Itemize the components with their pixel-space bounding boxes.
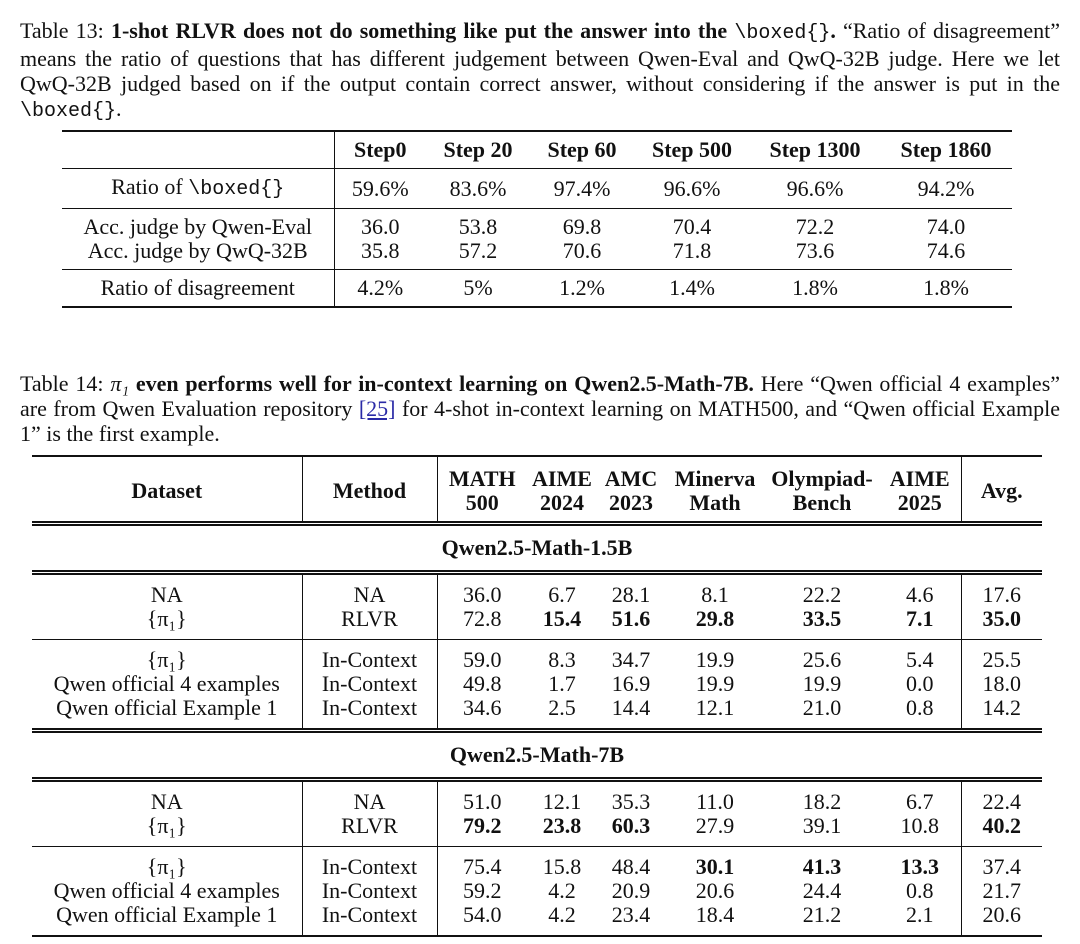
score-cell: 0.0 [879,672,961,696]
table-cell: 72.2 [795,214,835,239]
table-row [32,814,1042,847]
score-cell: 17.6 [982,582,1021,607]
column-header-line: 2024 [540,490,584,515]
score-cell: 0.8 [879,879,961,903]
caption-code: \boxed{} [734,22,831,45]
score-cell: 5.4 [879,640,961,673]
table-row [32,640,1042,673]
header-row [32,456,1042,524]
column-header [961,456,1042,524]
table-cell: 94.2% [880,169,1012,209]
score-cell: 12.1 [665,696,765,731]
table-row [62,270,1012,308]
table-row [62,169,1012,209]
score-cell: 28.1 [611,582,651,607]
score-cell: 16.9 [611,671,651,696]
score-cell: 34.7 [611,647,651,672]
table-cell: 73.6 [750,239,880,270]
table-row [62,239,1012,270]
score-cell: 8.3 [548,647,576,672]
column-header-line: AMC [604,466,658,491]
column-header: Step 1860 [880,131,1012,169]
method-cell: In-Context [302,879,437,903]
score-cell: 19.9 [695,647,735,672]
score-cell: 75.4 [463,854,502,879]
column-header-line: Olympiad- [771,466,873,491]
table-cell: 57.2 [426,239,530,270]
method-cell: In-Context [302,672,437,696]
score-cell: 51.0 [463,789,502,814]
section-title: Qwen2.5-Math-1.5B [32,524,1042,573]
score-cell: 19.9 [695,671,735,696]
table-row [32,607,1042,640]
method-cell: NA [302,780,437,815]
table13 [62,130,1012,308]
score-cell: 23.4 [611,902,651,927]
header-row [62,131,1012,169]
column-header [765,456,879,524]
score-cell: 23.8 [527,814,597,847]
method-cell: In-Context [302,847,437,880]
column-header-line: 500 [465,490,499,515]
dataset-cell: Qwen official Example 1 [32,696,302,731]
score-cell: 51.6 [597,607,665,640]
score-cell: 12.1 [542,789,582,814]
table-cell: 74.6 [880,239,1012,270]
table-cell: 4.2% [357,275,404,300]
method-cell: RLVR [302,607,437,640]
score-cell: 59.2 [463,878,502,903]
caption-text: for 4-shot in-context learning on MATH500, and “Qwen official Example 1” is the first example. [20,396,1060,446]
score-cell: 18.2 [802,789,842,814]
row-label-text: Ratio of [111,174,189,199]
table-cell: 69.8 [562,214,602,239]
column-header-line: 2023 [609,490,653,515]
table-row [32,573,1042,608]
row-label: Ratio of disagreement [62,270,334,308]
score-cell: 79.2 [437,814,527,847]
table-cell: 70.4 [672,214,712,239]
method-cell: RLVR [302,814,437,847]
column-header: Step 500 [634,131,750,169]
table-cell: 53.8 [458,214,498,239]
score-cell: 25.5 [982,647,1021,672]
boxed-code: \boxed{} [188,178,285,201]
table-cell: 96.6% [634,169,750,209]
score-cell: 59.0 [463,647,502,672]
score-cell: 4.2 [548,878,576,903]
score-cell: 20.9 [611,878,651,903]
score-cell: 30.1 [695,854,735,879]
method-cell: In-Context [302,903,437,936]
dataset-cell: Qwen official 4 examples [32,672,302,696]
dataset-cell: {π₁} [32,640,302,673]
score-cell: 6.7 [879,780,961,815]
score-cell: 10.8 [879,814,961,847]
score-cell: 49.8 [463,671,502,696]
caption-label: Table 14: [20,371,104,396]
column-header-line: Bench [792,490,852,515]
caption-math: π₁ [110,371,129,396]
method-cell: NA [302,573,437,608]
table-cell: 1.8% [792,275,838,300]
dataset-cell: NA [32,573,302,608]
score-cell: 36.0 [463,582,502,607]
table-cell: 74.0 [926,214,966,239]
score-cell: 54.0 [463,902,502,927]
column-header-line: MATH [448,466,516,491]
column-header-line: Minerva [674,466,756,491]
column-header: Step 1300 [750,131,880,169]
table-row [62,209,1012,240]
score-cell: 0.8 [879,696,961,731]
table13-caption [20,18,1060,124]
row-label: Acc. judge by QwQ-32B [62,239,334,270]
section-header-row [32,731,1042,780]
score-cell: 1.7 [548,671,576,696]
score-cell: 41.3 [802,854,842,879]
dataset-cell: Qwen official Example 1 [32,903,302,936]
row-label: Acc. judge by Qwen-Eval [62,209,334,240]
column-header-line: Avg. [980,478,1023,503]
column-header [597,456,665,524]
dataset-cell: {π₁} [32,814,302,847]
score-cell: 21.7 [982,878,1021,903]
table-cell: 1.2% [559,275,605,300]
score-cell: 6.7 [548,582,576,607]
table-cell: 96.6% [750,169,880,209]
score-cell: 18.0 [982,671,1021,696]
table-cell: 71.8 [634,239,750,270]
table14 [32,455,1042,937]
score-cell: 72.8 [437,607,527,640]
section-title: Qwen2.5-Math-7B [32,731,1042,780]
method-cell: In-Context [302,696,437,731]
score-cell: 35.0 [961,607,1042,640]
score-cell: 25.6 [802,647,842,672]
score-cell: 37.4 [982,854,1021,879]
table-cell: 59.6% [334,169,426,209]
score-cell: 40.2 [961,814,1042,847]
score-cell: 15.8 [542,854,582,879]
caption-code: \boxed{} [20,100,117,123]
score-cell: 21.2 [802,902,842,927]
dataset-cell: NA [32,780,302,815]
citation-link[interactable]: [25] [358,396,396,421]
column-header-line: AIME [889,466,950,491]
score-cell: 33.5 [765,607,879,640]
caption-bold: even performs well for in-context learning on Qwen2.5-Math-7B. [135,371,754,396]
column-header [665,456,765,524]
column-header-line: AIME [532,466,592,491]
score-cell: 14.4 [597,696,665,731]
score-cell: 22.4 [982,789,1021,814]
table-cell: 70.6 [530,239,634,270]
table-row [32,672,1042,696]
row-label [62,169,334,209]
score-cell: 13.3 [879,847,961,880]
method-cell: In-Context [302,640,437,673]
score-cell: 2.1 [879,903,961,936]
score-cell: 35.3 [611,789,651,814]
column-header-line: Method [332,478,407,503]
table-cell: 1.4% [669,275,715,300]
column-header [437,456,527,524]
score-cell: 27.9 [665,814,765,847]
column-header [62,131,334,169]
caption-period: . [116,96,122,121]
score-cell: 20.6 [695,878,735,903]
dataset-cell: Qwen official 4 examples [32,879,302,903]
score-cell: 29.8 [665,607,765,640]
table-cell: 5% [463,275,493,300]
table14-caption [20,371,1060,446]
score-cell: 18.4 [695,902,735,927]
table-row [32,903,1042,936]
table-cell: 35.8 [334,239,426,270]
table-cell: 97.4% [530,169,634,209]
table-row [32,847,1042,880]
score-cell: 4.6 [879,573,961,608]
score-cell: 11.0 [696,789,734,814]
caption-period: . [830,18,836,43]
score-cell: 7.1 [879,607,961,640]
caption-bold: 1-shot RLVR does not do something like put the answer into the [110,18,728,43]
column-header: Step 60 [530,131,634,169]
score-cell: 21.0 [765,696,879,731]
score-cell: 14.2 [961,696,1042,731]
caption-label: Table 13: [20,18,104,43]
table-cell: 1.8% [923,275,969,300]
dataset-cell: {π₁} [32,847,302,880]
score-cell: 22.2 [802,582,842,607]
table-cell: 83.6% [426,169,530,209]
score-cell: 60.3 [597,814,665,847]
column-header-line: 2025 [897,490,942,515]
score-cell: 24.4 [802,878,842,903]
column-header-line: Math [689,490,741,515]
score-cell: 19.9 [802,671,842,696]
caption-text: “Ratio of disagreement” means the ratio of questions that has different judgement between Qwen-Eval and QwQ-32B judge. Here we let QwQ-32B judged based on if the output contain correct answer, without considering if the answer is put in the [20,18,1061,96]
score-cell: 2.5 [527,696,597,731]
table-row [32,879,1042,903]
score-cell: 39.1 [765,814,879,847]
table-cell: 36.0 [361,214,400,239]
score-cell: 8.1 [701,582,729,607]
column-header-line: Dataset [131,478,203,503]
column-header [527,456,597,524]
column-header: Step0 [334,131,426,169]
section-header-row [32,524,1042,573]
column-header [302,456,437,524]
table-row [32,780,1042,815]
score-cell: 48.4 [611,854,651,879]
column-header: Step 20 [426,131,530,169]
dataset-cell: {π₁} [32,607,302,640]
score-cell: 4.2 [548,902,576,927]
score-cell: 15.4 [527,607,597,640]
table-row [32,696,1042,731]
score-cell: 34.6 [437,696,527,731]
caption-text: Here “Qwen official 4 examples” are from Qwen Evaluation repository [20,371,1061,421]
score-cell: 20.6 [982,902,1021,927]
column-header [879,456,961,524]
column-header [32,456,302,524]
